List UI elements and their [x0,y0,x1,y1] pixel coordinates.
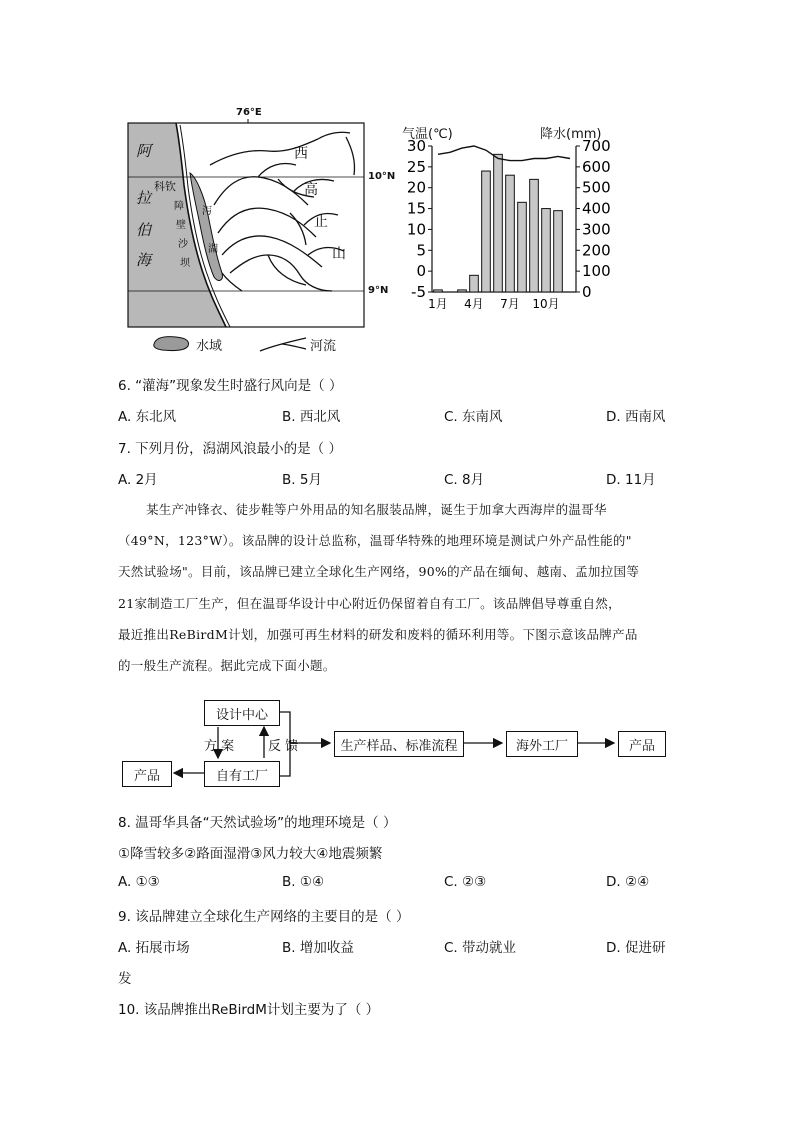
plan-label: 方 案 [204,739,235,754]
q8-option-a[interactable]: A. ①③ [118,874,160,890]
overseas-factory-box: 海外工厂 [506,731,578,757]
lagoon-label-2: 湖 [208,244,218,255]
plateau-label-4: 山 [332,246,346,262]
chart-plot [396,118,616,324]
product-left-box: 产品 [122,761,172,787]
precip-bar [482,171,491,292]
production-flow-diagram [118,695,678,795]
kerala-map [118,105,388,357]
q8-option-b[interactable]: B. ①④ [282,874,325,890]
left-tick-label: 20 [406,178,426,197]
product-right-box: 产品 [618,731,666,757]
map-figure [118,105,396,357]
q9-option-d[interactable]: D. 促进研 [606,940,666,956]
q9-option-d-wrap: 发 [118,971,132,987]
passage-line-4: 21家制造工厂生产，但在温哥华设计中心附近仍保留着自有工厂。该品牌倡导尊重自然， [118,596,621,611]
temperature-line [438,146,570,161]
legend-river-label: 河流 [310,339,337,354]
lat-label-9n: 9°N [368,285,389,296]
rivers [210,132,355,291]
q7-option-d[interactable]: D. 11月 [606,472,656,488]
design-center-box: 设计中心 [204,700,280,726]
q7-option-b[interactable]: B. 5月 [282,472,322,488]
left-tick-label: 0 [416,262,426,281]
passage-line-3: 天然试验场"。目前，该品牌已建立全球化生产网络，90%的产品在缅甸、越南、孟加拉国等 [118,564,640,579]
right-tick-label: 300 [582,220,611,239]
q7-option-c[interactable]: C. 8月 [444,472,485,488]
left-axis-title: 气温(℃) [402,127,453,142]
right-tick-label: 200 [582,241,611,260]
x-tick-label: 4月 [464,297,484,311]
q9-option-a[interactable]: A. 拓展市场 [118,940,190,956]
x-tick-label: 10月 [532,297,560,311]
barrier-label-2: 壁 [176,220,186,231]
left-tick-label: 15 [406,199,426,218]
plateau-label-2: 高 [304,182,318,198]
left-tick-label: 10 [406,220,426,239]
q6-option-d[interactable]: D. 西南风 [606,409,666,425]
question-6: 6. “灌海”现象发生时盛行风向是（ ） [118,378,343,394]
precip-bar [470,275,479,292]
left-tick-label: 25 [406,157,426,176]
q7-option-a[interactable]: A. 2月 [118,472,158,488]
passage-line-1: 某生产冲锋衣、徒步鞋等户外用品的知名服装品牌，诞生于加拿大西海岸的温哥华 [146,502,607,517]
sea-label-1: 阿 [136,142,152,160]
precip-bar [434,290,443,292]
precip-bar [458,290,467,292]
question-8-items: ①降雪较多②路面湿滑③风力较大④地震频繁 [118,846,383,862]
feedback-label: 反 馈 [268,739,299,754]
passage-line-5: 最近推出ReBirdM计划，加强可再生材料的研发和废料的循环利用等。下图示意该品牌产品 [118,627,638,642]
barrier-label-1: 障 [174,201,184,212]
right-axis-title: 降水(mm) [540,127,602,142]
plateau-label-1: 西 [294,146,308,162]
question-9: 9. 该品牌建立全球化生产网络的主要目的是（ ） [118,909,410,925]
left-tick-label: 30 [406,137,426,155]
right-tick-label: 100 [582,262,611,281]
lat-label-10n: 10°N [368,171,396,182]
q6-option-c[interactable]: C. 东南风 [444,409,503,425]
q9-option-b[interactable]: B. 增加收益 [282,940,354,956]
lagoon-label-1: 泻 [202,206,212,217]
sea-label-2: 拉 [136,189,152,207]
q6-option-a[interactable]: A. 东北风 [118,409,177,425]
right-tick-label: 600 [582,157,611,176]
legend-water-label: 水域 [196,339,223,354]
river-legend-icon [258,335,308,353]
passage-line-2: （49°N，123°W）。该品牌的设计总监称，温哥华特殊的地理环境是测试户外产品性能的" [118,533,632,548]
right-tick-label: 700 [582,137,611,155]
q9-option-c[interactable]: C. 带动就业 [444,940,517,956]
passage-line-6: 的一般生产流程。据此完成下面小题。 [118,658,336,673]
question-8: 8. 温哥华具备“天然试验场”的地理环境是（ ） [118,815,397,831]
right-tick-label: 500 [582,178,611,197]
right-tick-label: 0 [582,283,592,301]
x-tick-label: 7月 [500,297,520,311]
precip-bar [494,154,503,292]
q8-option-d[interactable]: D. ②④ [606,874,650,890]
own-factory-box: 自有工厂 [204,761,280,787]
q8-option-c[interactable]: C. ②③ [444,874,487,890]
precip-bar [530,179,539,292]
water-legend-icon [152,335,192,353]
question-10: 10. 该品牌推出ReBirdM计划主要为了（ ） [118,1002,380,1018]
question-7: 7. 下列月份，潟湖风浪最小的是（ ） [118,441,342,457]
plateau-label-3: 止 [314,214,328,230]
sea-label-4: 海 [136,251,152,269]
precip-bar [542,209,551,292]
precip-bar [554,211,563,292]
q6-option-b[interactable]: B. 西北风 [282,409,341,425]
left-tick-label: 5 [416,241,426,260]
sample-process-box: 生产样品、标准流程 [334,731,464,757]
left-tick-label: -5 [411,283,426,301]
longitude-label: 76°E [236,107,262,118]
barrier-label-3: 沙 [178,239,188,250]
climate-chart [396,118,616,324]
x-tick-label: 1月 [428,297,448,311]
kochi-label: 科钦 [154,180,176,193]
barrier-label-4: 坝 [180,258,190,269]
right-tick-label: 400 [582,199,611,218]
sea-label-3: 伯 [136,221,152,239]
precip-bar [518,202,527,292]
precip-bar [506,175,515,292]
